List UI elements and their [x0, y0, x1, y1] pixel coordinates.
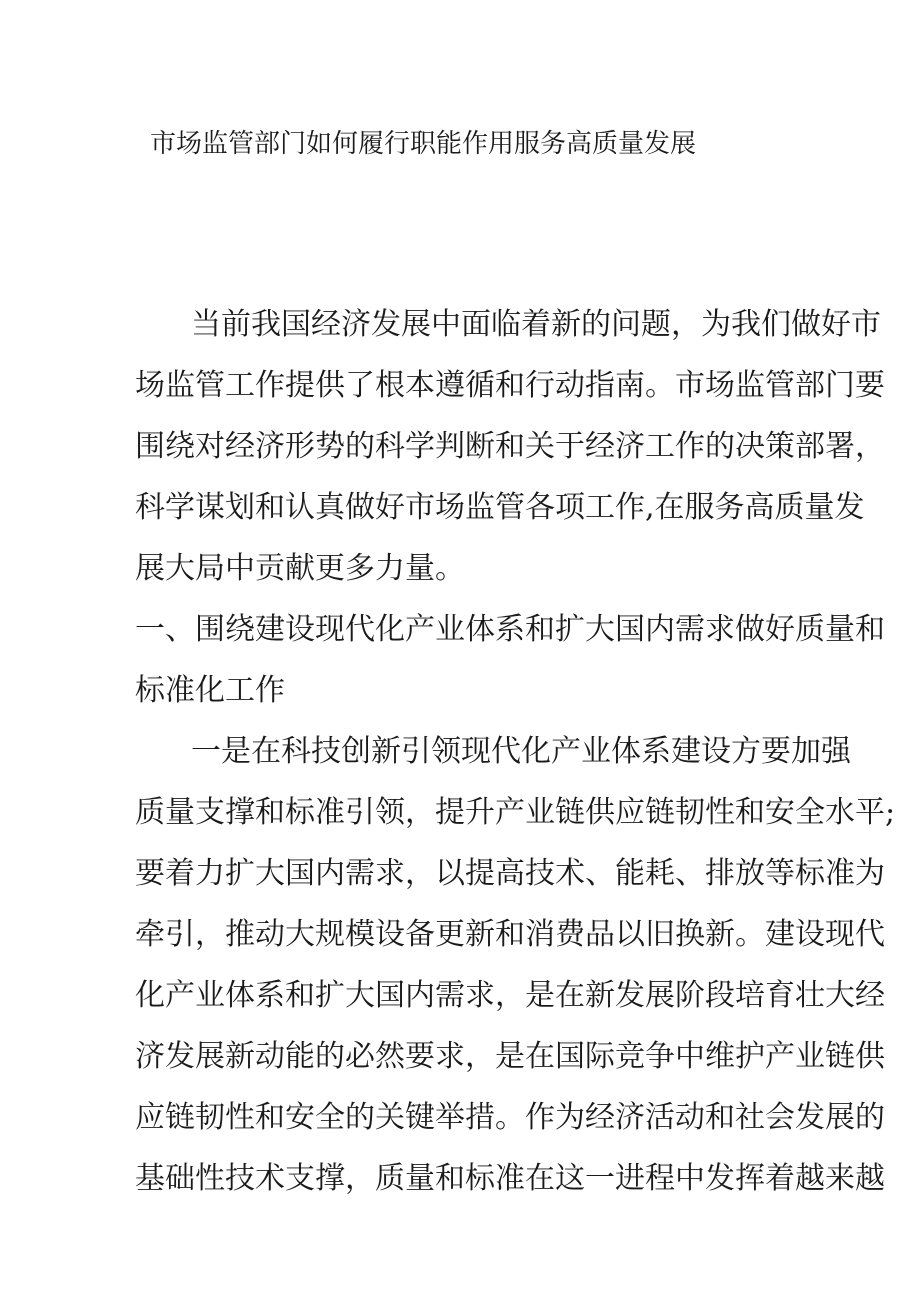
body-line: 质量支撑和标准引领，提升产业链供应链韧性和安全水平; — [135, 795, 896, 830]
body-line: 一是在科技创新引领现代化产业体系建设方要加强 — [191, 734, 851, 769]
document-title: 市场监管部门如何履行职能作用服务高质量发展 — [150, 129, 697, 159]
body-line: 应链韧性和安全的关键举措。作为经济活动和社会发展的 — [135, 1100, 885, 1135]
body-line: 围绕对经济形势的科学判断和关于经济工作的决策部署， — [135, 429, 885, 464]
body-line: 展大局中贡献更多力量。 — [135, 551, 465, 586]
document-body — [135, 294, 896, 1209]
body-line: 科学谋划和认真做好市场监管各项工作,在服务高质量发 — [135, 490, 865, 525]
body-line: 场监管工作提供了根本遵循和行动指南。市场监管部门要 — [135, 368, 885, 403]
body-line: 化产业体系和扩大国内需求，是在新发展阶段培育壮大经 — [135, 978, 885, 1013]
body-line: 要着力扩大国内需求，以提高技术、能耗、排放等标准为 — [135, 856, 885, 891]
body-line: 基础性技术支撑，质量和标准在这一进程中发挥着越来越 — [135, 1161, 885, 1196]
section-heading-line: 标准化工作 — [135, 673, 285, 708]
body-line: 当前我国经济发展中面临着新的问题，为我们做好市 — [191, 307, 881, 342]
body-line: 牵引，推动大规模设备更新和消费品以旧换新。建设现代 — [135, 917, 885, 952]
section-heading-line: 一、围绕建设现代化产业体系和扩大国内需求做好质量和 — [135, 612, 885, 647]
body-line: 济发展新动能的必然要求，是在国际竞争中维护产业链供 — [135, 1039, 885, 1074]
